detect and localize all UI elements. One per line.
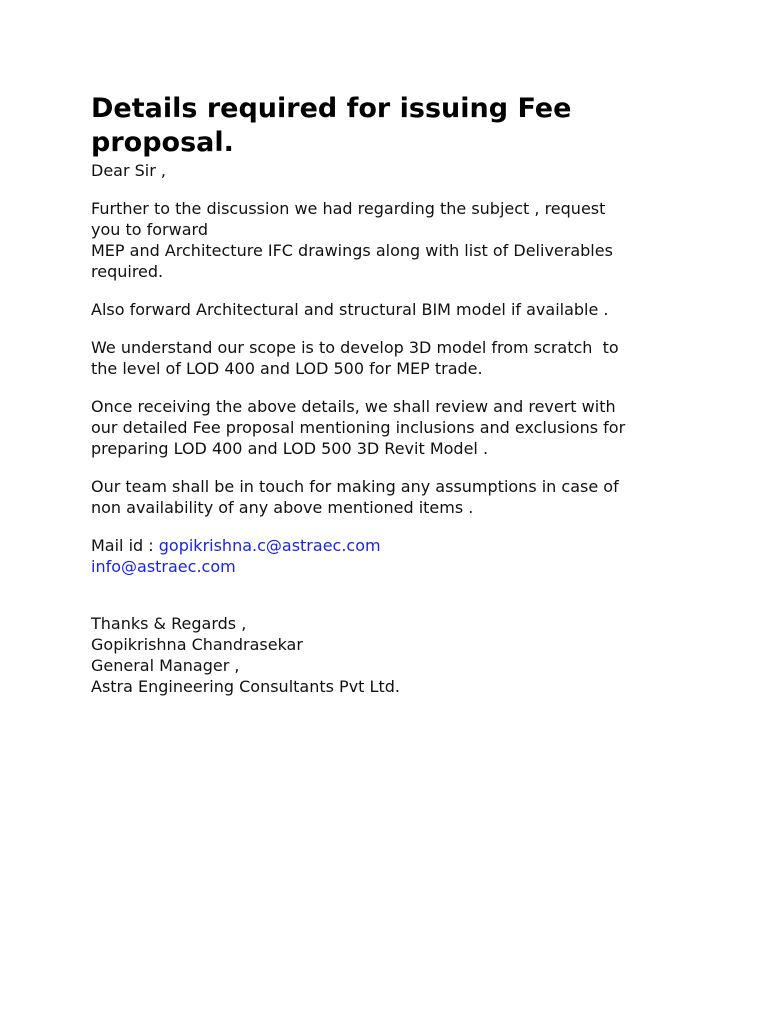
page-title	[91, 92, 691, 160]
signer-name: Gopikrishna Chandrasekar	[91, 635, 303, 654]
mail-label: Mail id :	[91, 536, 159, 555]
paragraph-line: Further to the discussion we had regarding the subject , request	[91, 199, 606, 218]
mail-block	[91, 535, 691, 577]
paragraph-bim	[91, 299, 691, 320]
letter-body	[91, 160, 691, 697]
secondary-email-link[interactable]: info@astraec.com	[91, 557, 236, 576]
paragraph-line: We understand our scope is to develop 3D model from scratch to	[91, 338, 619, 357]
paragraph-line: you to forward	[91, 220, 208, 239]
paragraph-scope	[91, 337, 691, 379]
paragraph-line: Once receiving the above details, we shall review and revert with	[91, 397, 616, 416]
paragraph-line: preparing LOD 400 and LOD 500 3D Revit Model .	[91, 439, 489, 458]
paragraph-request	[91, 198, 691, 282]
company-name: Astra Engineering Consultants Pvt Ltd.	[91, 677, 400, 696]
paragraph-line: Also forward Architectural and structural BIM model if available .	[91, 300, 609, 319]
signature-block	[91, 613, 691, 697]
paragraph-line: our detailed Fee proposal mentioning inclusions and exclusions for	[91, 418, 626, 437]
mail-line	[91, 535, 691, 556]
paragraph-line: Our team shall be in touch for making any assumptions in case of	[91, 477, 619, 496]
paragraph-assumptions	[91, 476, 691, 518]
paragraph-line: required.	[91, 262, 164, 281]
paragraph-review	[91, 396, 691, 459]
primary-email-link[interactable]: gopikrishna.c@astraec.com	[158, 536, 381, 555]
signer-role: General Manager ,	[91, 656, 240, 675]
title-line: Details required for issuing Fee	[91, 93, 572, 124]
greeting: Dear Sir ,	[91, 161, 166, 180]
mail-line	[91, 556, 691, 577]
title-line: proposal.	[91, 127, 234, 158]
paragraph-line: the level of LOD 400 and LOD 500 for MEP trade.	[91, 359, 483, 378]
paragraph-line: non availability of any above mentioned items .	[91, 498, 474, 517]
letter-document	[91, 92, 691, 697]
closing: Thanks & Regards ,	[91, 614, 247, 633]
paragraph-line: MEP and Architecture IFC drawings along with list of Deliverables	[91, 241, 613, 260]
